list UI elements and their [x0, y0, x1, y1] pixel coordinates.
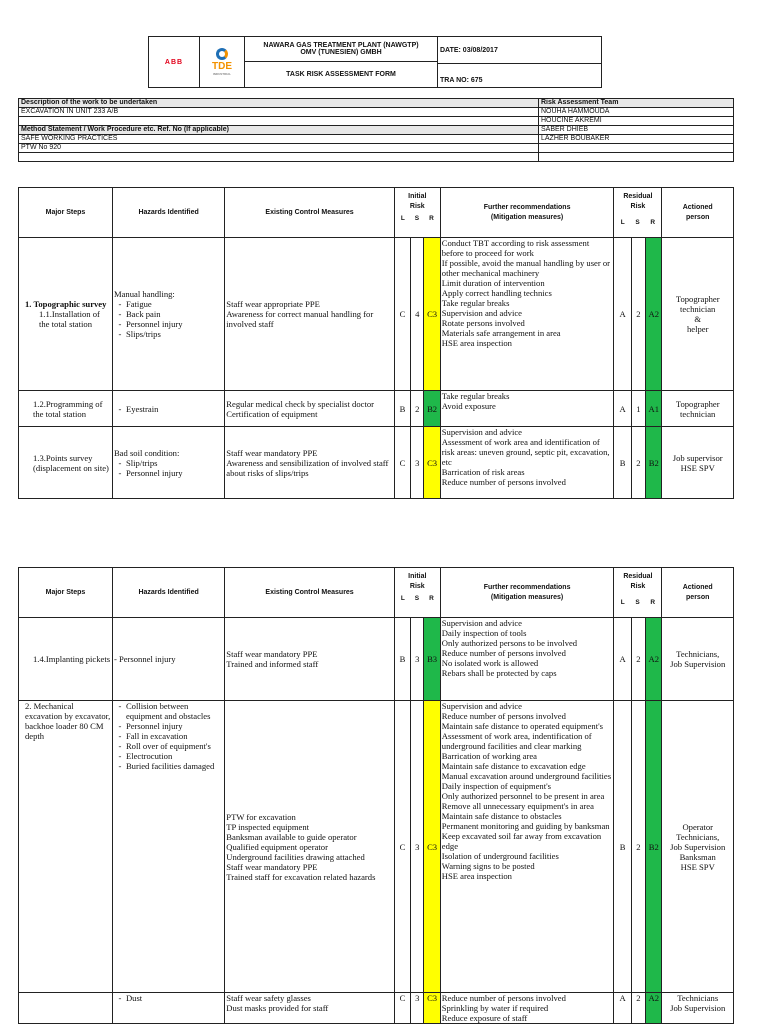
step-title: 2. Mechanical excavation by excavator, backhoe loader 80 CM depth [19, 701, 113, 993]
col-residual-risk: Residual Risk L S R [614, 568, 662, 618]
team-member: LAZHER BOUBAKER [539, 135, 734, 144]
tde-logo-icon [216, 48, 228, 60]
col-controls: Existing Control Measures [225, 568, 395, 618]
col-major-steps: Major Steps [19, 188, 113, 238]
col-actioned: Actioned person [662, 568, 734, 618]
form-title: TASK RISK ASSESSMENT FORM [245, 62, 438, 88]
col-hazards: Hazards Identified [112, 568, 224, 618]
risk-rating: A1 [646, 391, 662, 427]
abb-logo: ABB [149, 37, 200, 88]
risk-rating: C3 [424, 238, 440, 391]
step-title: 1. Topographic survey [25, 299, 107, 309]
date-tra-cell [438, 37, 602, 88]
tra-number: TRA NO: 675 [440, 77, 483, 84]
table-row: 2. Mechanical excavation by excavator, backhoe loader 80 CM depth - Collision between equipment and obstacles - Personnel injury - Fall in excavation - Roll over of equipment's - Electrocution - Buried facilities damaged PTW for excavation TP inspected equipment Banksman available to guide operator Qualified equipment operator Underground facilities drawing attached Staff wear mandatory PPE Trained staff for excavation related hazards C 3 C3 Supervision and advice Reduce number of persons involved Maintain safe distance to operated equipment's Assessment of work area, indentification of underground facilities and clear marking Barrication of working area Maintain safe distance to excavation edge Manual excavation around underground facilities Daily inspection of equipment's Only authorized personnel to be present in area Remove all unnecessary equipment's in area Maintain safe distance to obstacles Permanent monitoring and guiding by banksman Keep excavated soil far away from excavation edge Isolation of underground facilities Warning signs to be posted HSE area inspection B 2 B2 Operator Technicians, Job Supervision Banksman HSE SPV [19, 701, 734, 993]
col-residual-risk: Residual Risk L S R [614, 188, 662, 238]
work-description-table [18, 98, 734, 162]
risk-rating: C3 [424, 701, 440, 993]
team-member: HOUCINE AKREMI [539, 117, 734, 126]
work-label: Description of the work to be undertaken [19, 99, 539, 108]
table-row: - Dust Staff wear safety glasses Dust masks provided for staff C 3 C3 Reduce number of persons involved Sprinkling by water if required Reduce exposure of staff A 2 A2 Technicians Job Supervision [19, 993, 734, 1024]
col-initial-risk: Initial Risk L S R [394, 568, 440, 618]
risk-rating: C3 [424, 427, 440, 499]
col-controls: Existing Control Measures [225, 188, 395, 238]
team-member: SABER DHIEB [539, 126, 734, 135]
date: DATE: 03/08/2017 [440, 47, 498, 54]
plant-name: NAWARA GAS TREATMENT PLANT (NAWGTP) OMV (TUNESIEN) GMBH [245, 37, 438, 62]
table-row: 1.2.Programming of the total station - Eyestrain Regular medical check by specialist doctor Certification of equipment B 2 B2 Take regular breaks Avoid exposure A 1 A1 Topographer technician [19, 391, 734, 427]
col-further: Further recommendations (Mitigation measures) [440, 568, 614, 618]
col-actioned: Actioned person [662, 188, 734, 238]
risk-rating: B2 [646, 701, 662, 993]
table-row: 1. Topographic survey 1.1.Installation of the total station Manual handling: - Fatigue - Back pain - Personnel injury - Slips/trips Staff wear appropriate PPE Awareness for correct manual handling for involved staff C 4 C3 Conduct TBT according to risk assessment before to proceed for work If possible, avoid the manual handling by user or other mechanical machinery Limit duration of intervention Apply correct handling technics Take regular breaks Supervision and advice Rotate persons involved Materials safe arrangement in area HSE area inspection A 2 A2 Topographer technician & helper [19, 238, 734, 391]
tde-logo: TDE INDUSTRIAL [200, 37, 245, 88]
col-major-steps: Major Steps [19, 568, 113, 618]
col-further: Further recommendations (Mitigation measures) [440, 188, 614, 238]
col-hazards: Hazards Identified [112, 188, 224, 238]
team-member: NOUHA HAMMOUDA [539, 108, 734, 117]
col-initial-risk: Initial Risk L S R [394, 188, 440, 238]
risk-rating: A2 [646, 238, 662, 391]
table-row: 1.4.Implanting pickets - Personnel injury Staff wear mandatory PPE Trained and informed staff B 3 B3 Supervision and advice Daily inspection of tools Only authorized persons to be involved Reduce number of persons involved No isolated work is allowed Rebars shall be protected by caps A 2 A2 Technicians, Job Supervision [19, 618, 734, 701]
risk-rating: B2 [646, 427, 662, 499]
team-label: Risk Assessment Team [539, 99, 734, 108]
risk-rating: A2 [646, 993, 662, 1024]
method-label: Method Statement / Work Procedure etc. Ref. No (If applicable) [19, 126, 539, 135]
table-row: 1.3.Points survey (displacement on site) Bad soil condition: - Slip/trips - Personnel injury Staff wear mandatory PPE Awareness and sensibilization of involved staff about risks of slips/trips C 3 C3 Supervision and advice Assessment of work area and identification of risk areas: uneven ground, septic pit, excavation, etc Barrication of risk areas Reduce number of persons involved B 2 B2 Job supervisor HSE SPV [19, 427, 734, 499]
work-value: EXCAVATION IN UNIT 233 A/B [19, 108, 539, 117]
risk-table-2 [18, 567, 734, 1024]
risk-rating: C3 [424, 993, 440, 1024]
risk-rating: A2 [646, 618, 662, 701]
form-header [148, 36, 602, 88]
risk-table-1 [18, 187, 734, 499]
method-value: SAFE WORKING PRACTICES [19, 135, 539, 144]
risk-rating: B2 [424, 391, 440, 427]
risk-rating: B3 [424, 618, 440, 701]
step-label: 1.1.Installation of the total station [39, 309, 100, 329]
ptw-number: PTW No 920 [19, 144, 539, 153]
